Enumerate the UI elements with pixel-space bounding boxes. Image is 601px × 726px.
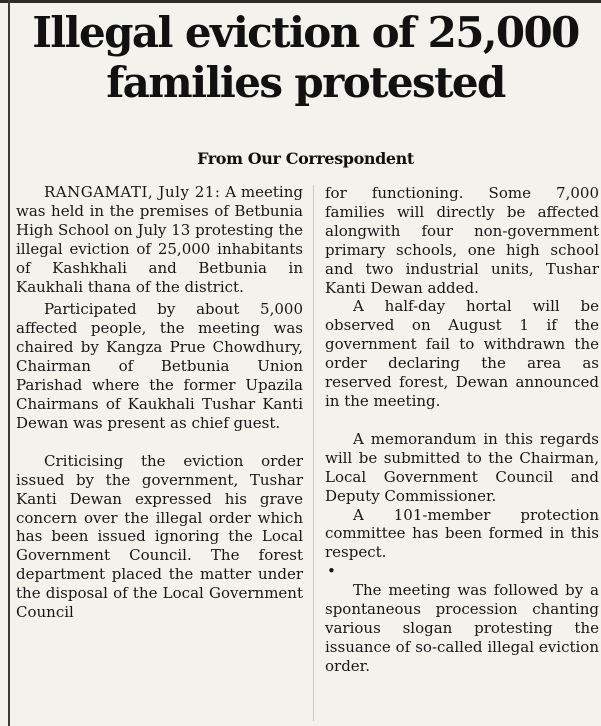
paragraph-committee: A 101-member protection committee has been formed in this respect. xyxy=(325,505,599,562)
paragraph-1 xyxy=(16,183,303,296)
top-rule xyxy=(0,0,601,3)
paragraph-memorandum: A memorandum in this regards will be submitted to the Chairman, Local Government Council and Deputy Commissioner. xyxy=(325,429,599,505)
column-divider xyxy=(313,185,314,721)
left-margin-rule xyxy=(8,0,10,726)
headline-line-2: families protested xyxy=(106,58,505,107)
paragraph-continued: for functioning. Some 7,000 families will directly be affected alongwith four non-government primary schools, one high school and two industrial units, Tushar Kanti Dewan added. xyxy=(325,184,599,297)
paragraph-3: Criticising the eviction order issued by the government, Tushar Kanti Dewan expressed his grave concern over the illegal order which has been issued ignoring the Local Government Council. The forest department placed the matter under the disposal of the Local Government Council xyxy=(16,451,303,622)
dateline: RANGAMATI, July 21: xyxy=(44,183,221,201)
paragraph-1-body: A meeting was held in the premises of Betbunia High School on July 13 protesting the illegal eviction of 25,000 inhabitants of Kashkhali and Betbunia in Kaukhali thana of the district. xyxy=(16,183,303,296)
paragraph-hortal: A half-day hortal will be observed on August 1 if the government fail to withdrawn the order declaring the area as reserved forest, Dewan announced in the meeting. xyxy=(325,297,599,410)
left-column xyxy=(16,183,303,622)
spacer xyxy=(16,433,303,452)
headline xyxy=(10,8,601,108)
bullet-mark: • xyxy=(327,562,336,581)
right-column xyxy=(325,184,599,676)
paragraph-2: Participated by about 5,000 affected people, the meeting was chaired by Kangza Prue Chowdhury, Chairman of Betbunia Union Parishad where the former Upazila Chairmans of Kaukhali Tushar Kanti Dewan was present as chief guest. xyxy=(16,300,303,432)
spacer xyxy=(325,411,599,430)
paragraph-procession: The meeting was followed by a spontaneous procession chanting various slogan protesting the issuance of so-called illegal eviction order. xyxy=(325,581,599,675)
headline-line-1: Illegal eviction of 25,000 xyxy=(32,8,579,57)
byline: From Our Correspondent xyxy=(197,149,414,168)
